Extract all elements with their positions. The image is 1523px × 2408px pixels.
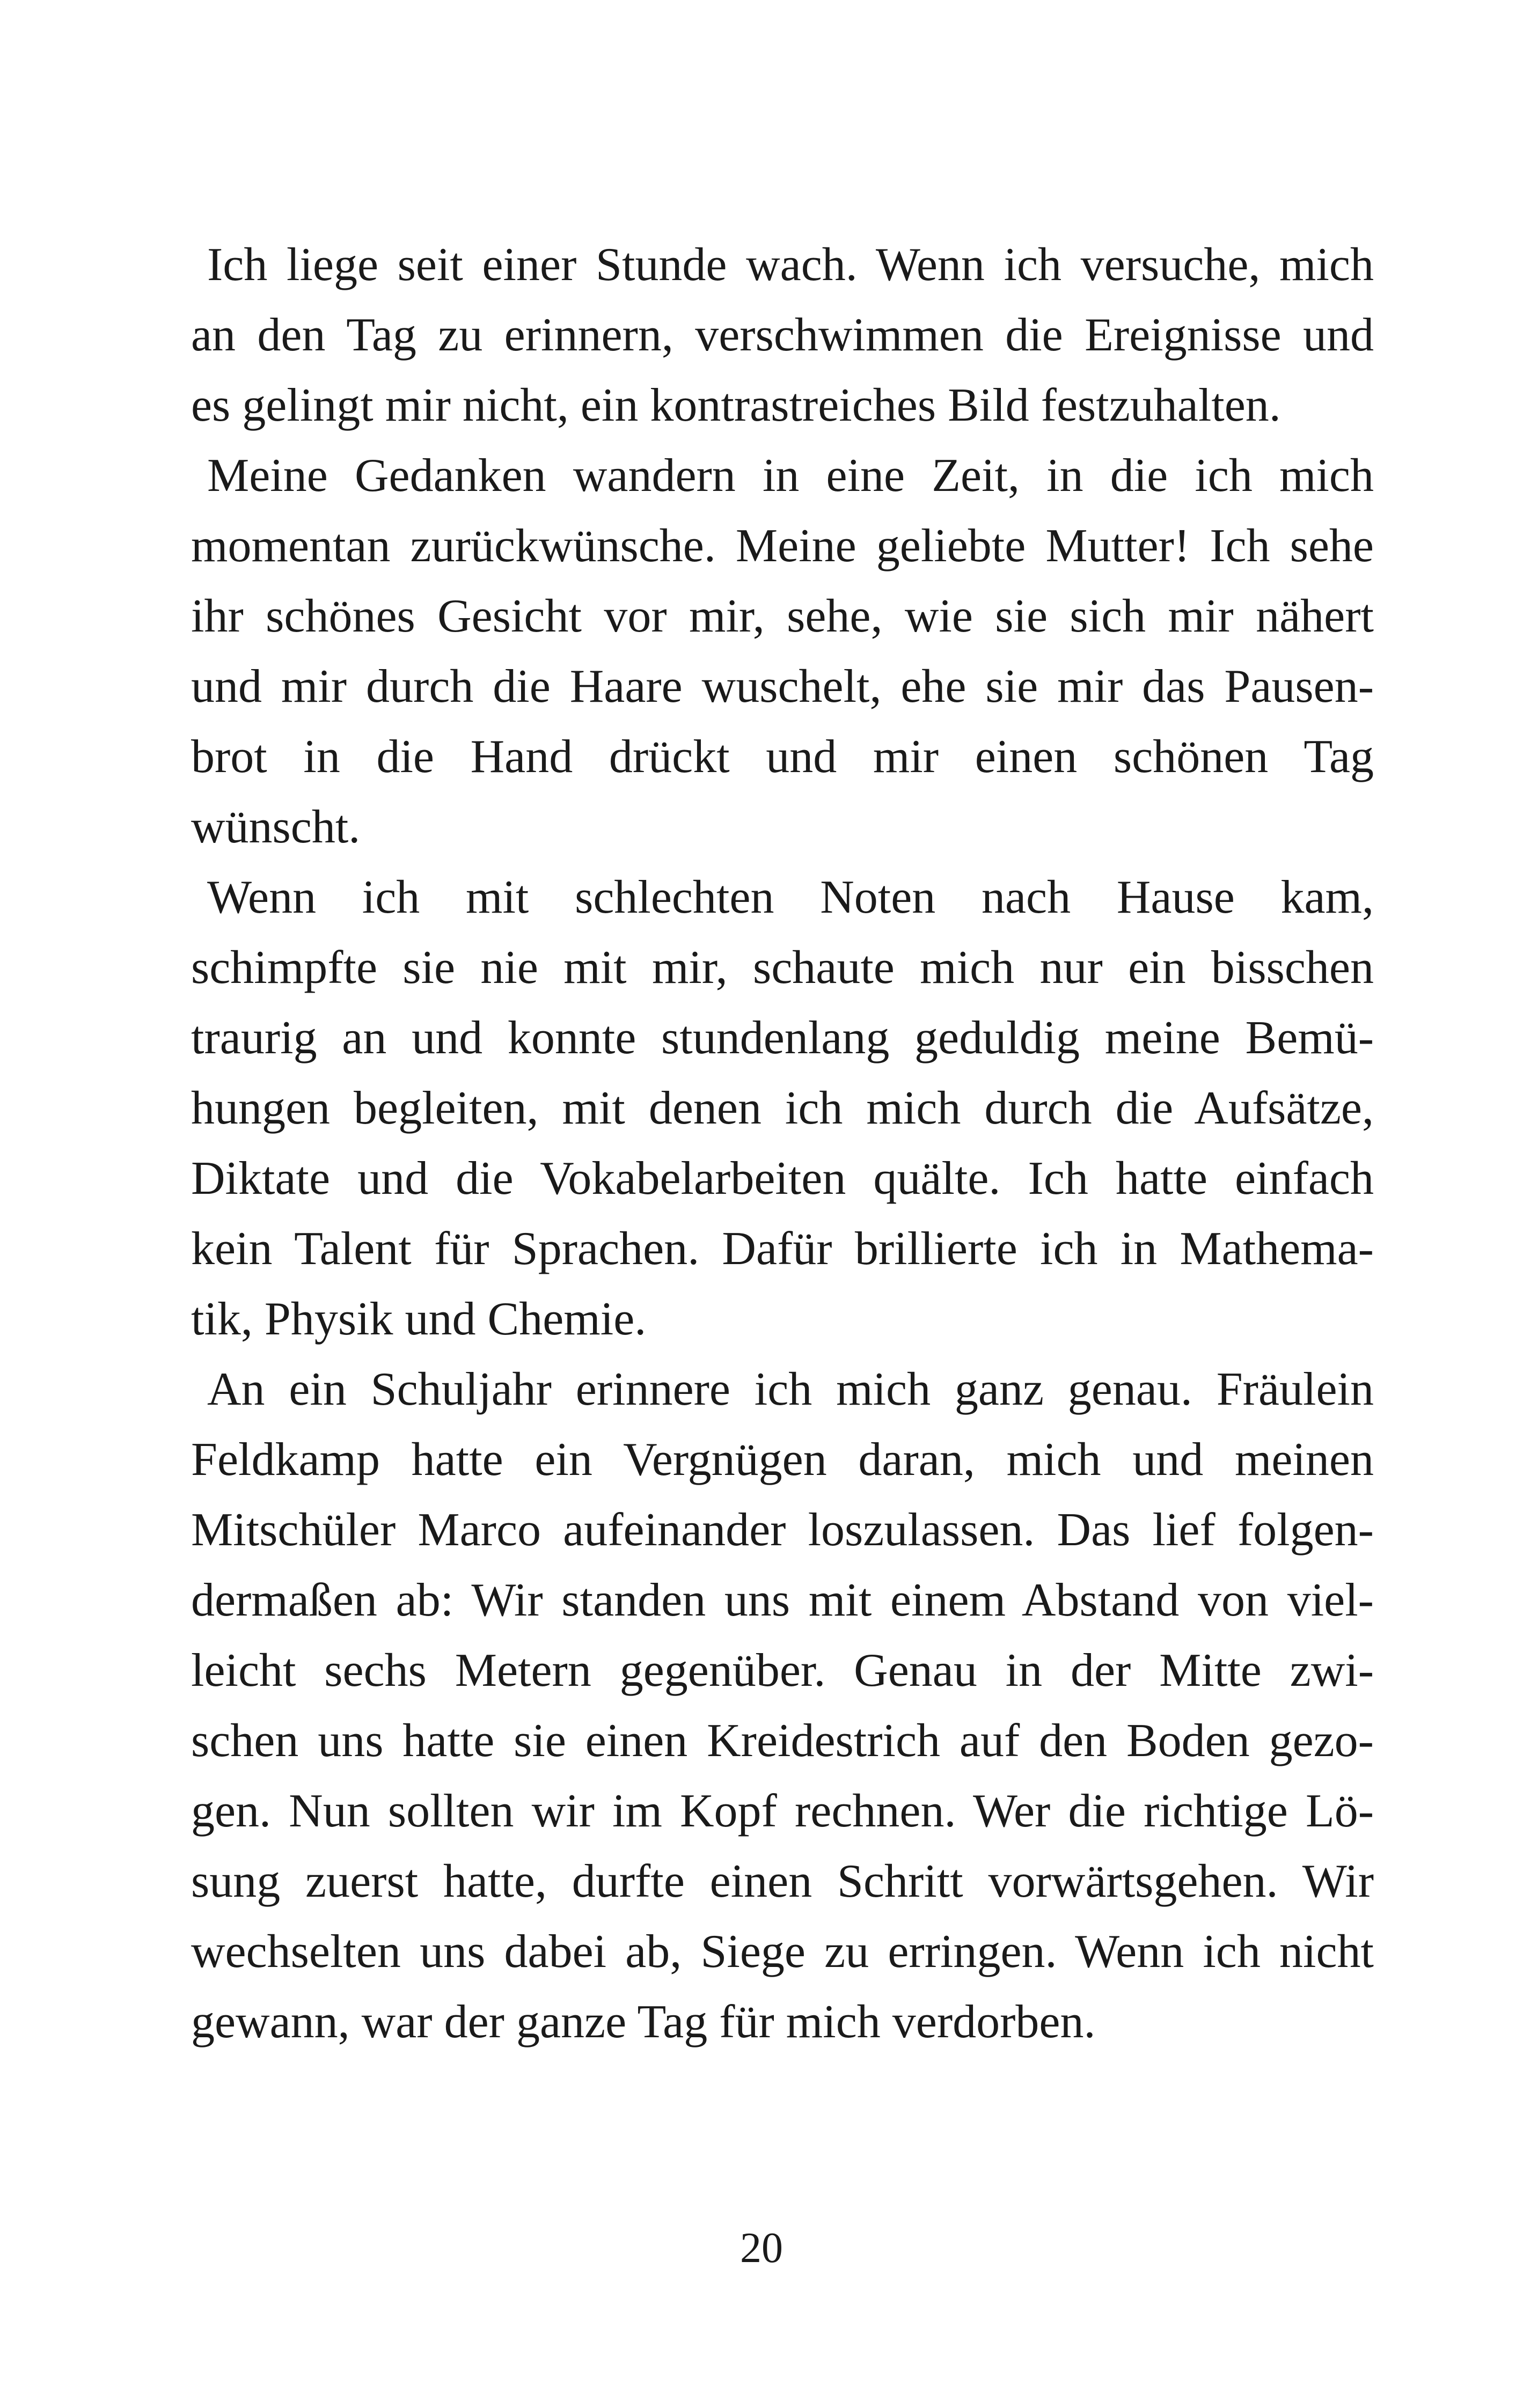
text-line: Feldkamp hatte ein Vergnügen daran, mich und meinen	[191, 1434, 1374, 1486]
text-line: momentan zurückwünsche. Meine geliebte Mutter! Ich sehe	[191, 520, 1374, 572]
text-line: Diktate und die Vokabelarbeiten quälte. Ich hatte einfach	[191, 1152, 1374, 1205]
text-line: leicht sechs Metern gegenüber. Genau in der Mitte zwi-	[191, 1645, 1374, 1697]
text-line: und mir durch die Haare wuschelt, ehe sie mir das Pausen-	[191, 660, 1374, 713]
text-line: gewann, war der ganze Tag für mich verdorben.	[191, 1996, 1096, 2048]
text-line: ihr schönes Gesicht vor mir, sehe, wie sie sich mir nähert	[191, 590, 1374, 642]
text-line: an den Tag zu erinnern, verschwimmen die Ereignisse und	[191, 309, 1374, 361]
text-line: gen. Nun sollten wir im Kopf rechnen. Wer die richtige Lö-	[191, 1785, 1374, 1837]
text-line: brot in die Hand drückt und mir einen schönen Tag	[191, 731, 1374, 783]
text-line: kein Talent für Sprachen. Dafür brillierte ich in Mathema-	[191, 1223, 1374, 1275]
text-line: schen uns hatte sie einen Kreidestrich auf den Boden gezo-	[191, 1715, 1374, 1767]
text-line: traurig an und konnte stundenlang geduldig meine Bemü-	[191, 1012, 1374, 1064]
text-line: Wenn ich mit schlechten Noten nach Hause kam,	[207, 871, 1374, 923]
text-line: schimpfte sie nie mit mir, schaute mich nur ein bisschen	[191, 942, 1374, 994]
text-line: wünscht.	[191, 801, 361, 853]
text-line: Mitschüler Marco aufeinander loszulassen. Das lief folgen-	[191, 1504, 1374, 1556]
page-number: 20	[740, 2225, 783, 2272]
text-line: hungen begleiten, mit denen ich mich durch die Aufsätze,	[191, 1082, 1374, 1134]
text-line: tik, Physik und Chemie.	[191, 1293, 647, 1345]
text-line: An ein Schuljahr erinnere ich mich ganz genau. Fräulein	[207, 1363, 1374, 1415]
text-line: Meine Gedanken wandern in eine Zeit, in die ich mich	[207, 450, 1374, 502]
body-text	[191, 230, 1374, 2057]
text-line: es gelingt mir nicht, ein kontrastreiches Bild festzuhalten.	[191, 379, 1281, 431]
text-line: Ich liege seit einer Stunde wach. Wenn ich versuche, mich	[207, 239, 1374, 291]
text-line: sung zuerst hatte, durfte einen Schritt vorwärtsgehen. Wir	[191, 1855, 1374, 1907]
text-line: dermaßen ab: Wir standen uns mit einem Abstand von viel-	[191, 1574, 1374, 1626]
text-line: wechselten uns dabei ab, Siege zu erringen. Wenn ich nicht	[191, 1926, 1374, 1978]
